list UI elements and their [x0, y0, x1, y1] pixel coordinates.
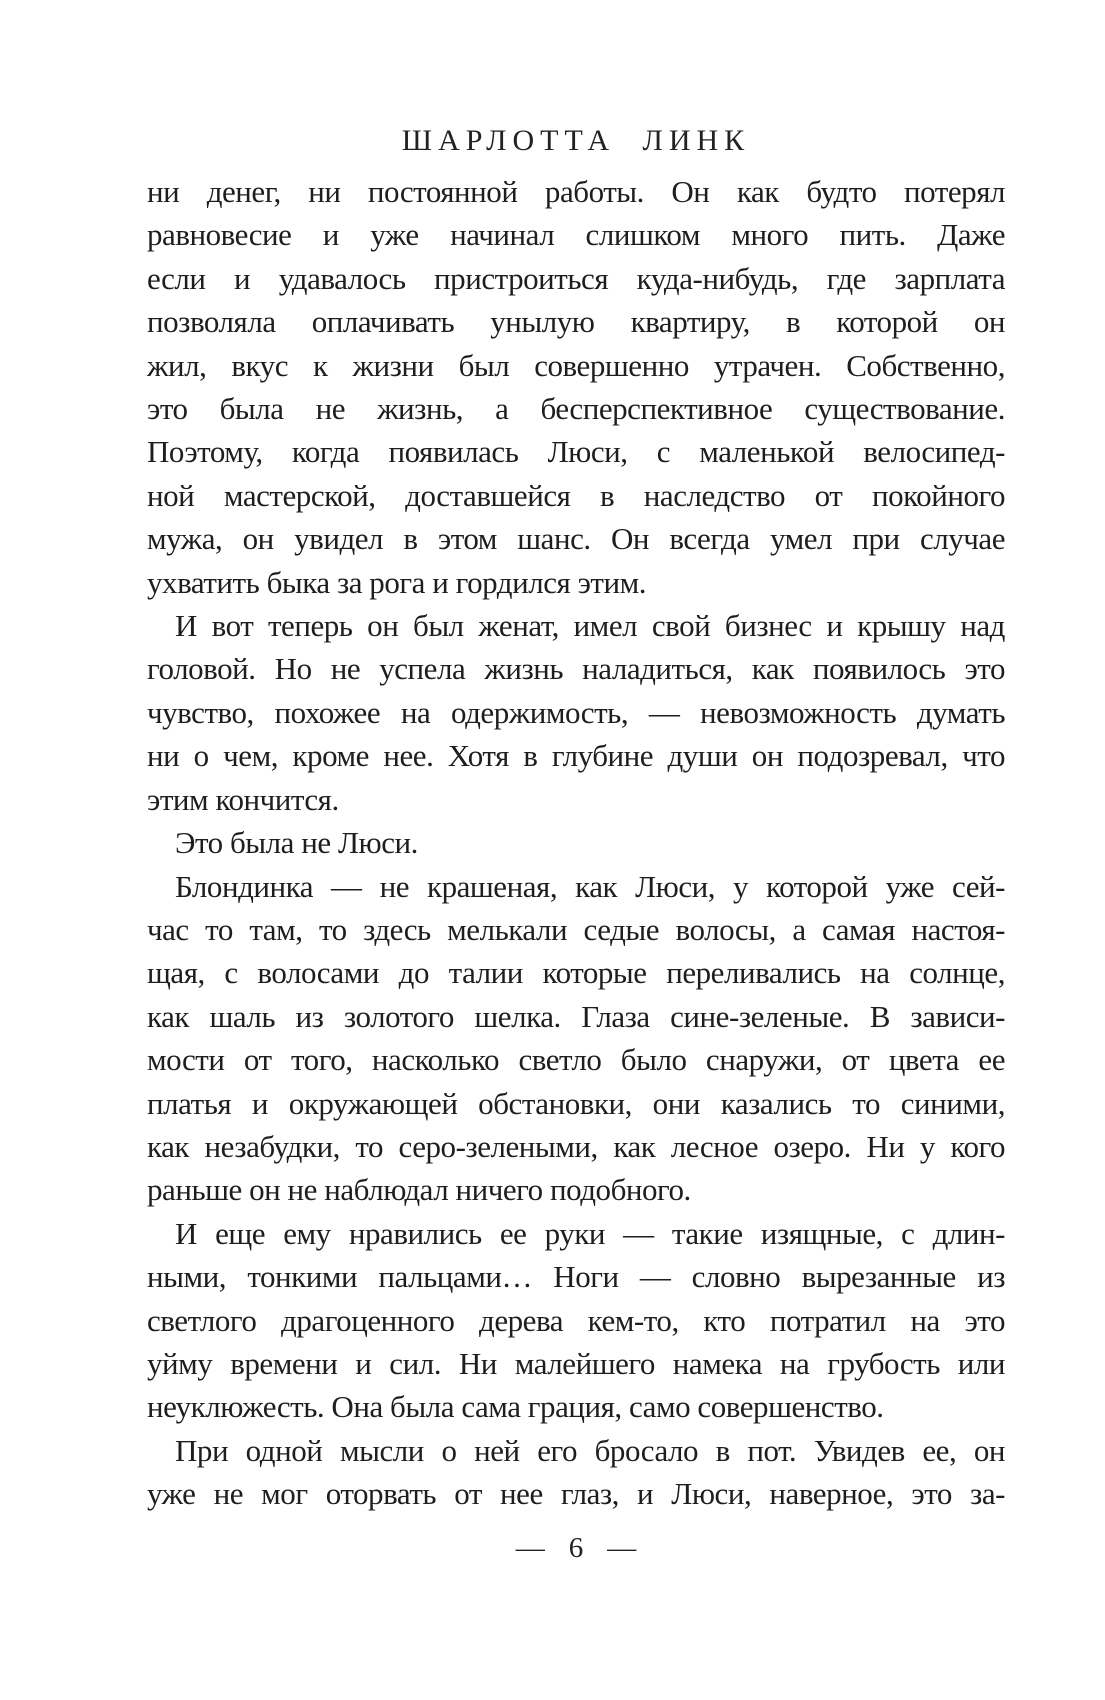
page-footer	[147, 1528, 1005, 1568]
footer-dash-right: —	[607, 1532, 637, 1564]
text-line: И еще ему нравились ее руки — такие изящные, с длин-	[175, 1215, 1005, 1251]
text-line: При одной мысли о ней его бросало в пот. Увидев ее, он	[175, 1432, 1005, 1468]
text-line: этим кончится.	[147, 781, 339, 817]
text-line: как незабудки, то серо-зелеными, как лесное озеро. Ни у кого	[147, 1128, 1005, 1164]
text-line: ухватить быка за рога и гордился этим.	[147, 564, 647, 600]
text-line: ными, тонкими пальцами… Ноги — словно вырезанные из	[147, 1259, 1005, 1295]
text-line: светлого драгоценного дерева кем-то, кто потратил на это	[147, 1302, 1005, 1338]
text-line: раньше он не наблюдал ничего подобного.	[147, 1172, 691, 1208]
text-line: головой. Но не успела жизнь наладиться, как появилось это	[147, 651, 1005, 687]
text-line: щая, с волосами до талии которые переливались на солнце,	[147, 955, 1005, 991]
text-line: час то там, то здесь мелькали седые волосы, а самая настоя-	[147, 911, 1005, 947]
text-line: ной мастерской, доставшейся в наследство от покойного	[147, 477, 1005, 513]
footer-dash-left: —	[515, 1532, 545, 1564]
text-line: уже не мог оторвать от нее глаз, и Люси, наверное, это за-	[147, 1476, 1005, 1512]
page-number: 6	[568, 1532, 584, 1564]
text-line: равновесие и уже начинал слишком много пить. Даже	[147, 217, 1005, 253]
text-line: если и удавалось пристроиться куда-нибудь, где зарплата	[147, 260, 1005, 296]
page-body	[147, 170, 1005, 1516]
text-line: неуклюжесть. Она была сама грация, само совершенство.	[147, 1389, 884, 1425]
text-line: Это была не Люси.	[175, 825, 418, 861]
text-line: это была не жизнь, а бесперспективное существование.	[147, 391, 1005, 427]
text-line: Блондинка — не крашеная, как Люси, у которой уже сей-	[175, 868, 1005, 904]
text-line: как шаль из золотого шелка. Глаза сине-зеленые. В зависи-	[147, 998, 1005, 1034]
text-line: чувство, похожее на одержимость, — невозможность думать	[147, 694, 1005, 730]
text-line: уйму времени и сил. Ни малейшего намека на грубость или	[147, 1345, 1005, 1381]
text-line: Поэтому, когда появилась Люси, с маленькой велосипед-	[147, 434, 1005, 470]
text-line: ни денег, ни постоянной работы. Он как будто потерял	[147, 174, 1005, 209]
text-line: мужа, он увидел в этом шанс. Он всегда умел при случае	[147, 521, 1005, 557]
text-line: мости от того, насколько светло было снаружи, от цвета ее	[147, 1042, 1005, 1078]
text-line: И вот теперь он был женат, имел свой бизнес и крышу над	[175, 608, 1005, 644]
running-header: ШАРЛОТТА ЛИНК	[401, 124, 751, 157]
text-line: позволяла оплачивать унылую квартиру, в которой он	[147, 304, 1005, 340]
text-line: жил, вкус к жизни был совершенно утрачен. Собственно,	[147, 347, 1005, 383]
text-line: ни о чем, кроме нее. Хотя в глубине души он подозревал, что	[147, 738, 1005, 774]
text-line: платья и окружающей обстановки, они казались то синими,	[147, 1085, 1005, 1121]
